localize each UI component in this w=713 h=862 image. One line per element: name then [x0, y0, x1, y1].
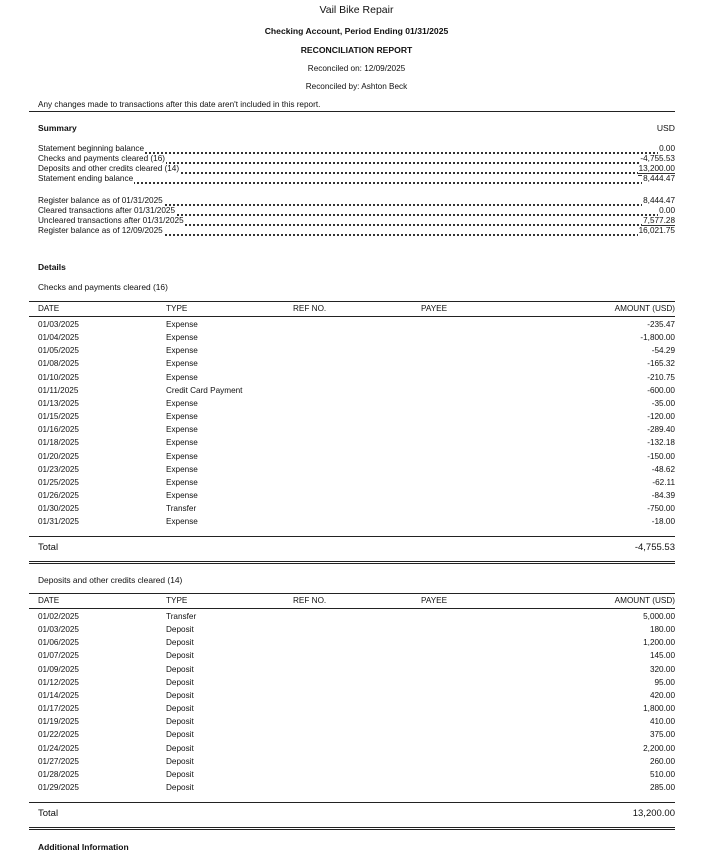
table-row	[29, 357, 675, 370]
summary-row	[38, 206, 675, 216]
table-row	[29, 610, 675, 623]
row-date: 01/14/2025	[38, 690, 79, 700]
row-amount: 320.00	[649, 664, 675, 674]
row-amount: -235.47	[647, 320, 675, 329]
row-date: 01/28/2025	[38, 769, 79, 779]
summary-row	[38, 174, 675, 184]
row-date: 01/06/2025	[38, 638, 79, 648]
row-type: Deposit	[166, 664, 194, 674]
table-row	[29, 450, 675, 463]
row-amount: -750.00	[647, 504, 675, 514]
col-payee-header: PAYEE	[421, 304, 448, 313]
currency-label: USD	[656, 123, 675, 133]
table-row	[29, 768, 675, 781]
summary-row	[38, 154, 675, 164]
table-row	[29, 515, 675, 528]
summary-label: Statement ending balance	[38, 174, 134, 183]
summary-value: 8,444.47	[643, 174, 675, 183]
table-row	[29, 715, 675, 728]
row-type: Deposit	[166, 756, 194, 766]
row-date: 01/27/2025	[38, 756, 79, 766]
table-row	[29, 436, 675, 449]
row-date: 01/30/2025	[38, 504, 79, 514]
row-amount: -120.00	[647, 412, 675, 422]
table-row	[29, 676, 675, 689]
row-amount: 285.00	[649, 782, 675, 792]
row-amount: 260.00	[649, 756, 675, 766]
row-amount: 410.00	[649, 717, 675, 727]
row-date: 01/24/2025	[38, 743, 79, 753]
deposits-total-label: Total	[38, 808, 59, 819]
row-amount: -54.29	[651, 346, 675, 356]
row-type: Expense	[166, 412, 198, 422]
row-date: 01/29/2025	[38, 782, 79, 792]
summary-value: 8,444.47	[643, 196, 675, 205]
checks-total-label: Total	[38, 542, 59, 553]
table-row	[29, 728, 675, 741]
row-amount: 180.00	[649, 625, 675, 635]
row-date: 01/10/2025	[38, 372, 79, 382]
row-type: Deposit	[166, 690, 194, 700]
row-type: Expense	[166, 517, 198, 527]
row-date: 01/11/2025	[38, 385, 79, 395]
row-type: Credit Card Payment	[166, 385, 243, 395]
details-title: Details	[38, 262, 66, 272]
report-note: Any changes made to transactions after this date aren't included in this report.	[38, 100, 321, 109]
row-date: 01/08/2025	[38, 359, 79, 369]
table-row	[29, 371, 675, 384]
row-type: Expense	[166, 451, 198, 461]
col-date-header: DATE	[38, 304, 60, 313]
row-date: 01/03/2025	[38, 320, 79, 329]
table-row	[29, 384, 675, 397]
row-date: 01/18/2025	[38, 438, 79, 448]
col-ref-header: REF NO.	[293, 304, 327, 313]
table-row	[29, 702, 675, 715]
row-amount: 420.00	[649, 690, 675, 700]
deposits-section-title: Deposits and other credits cleared (14)	[38, 575, 183, 585]
row-type: Deposit	[166, 677, 194, 687]
row-type: Deposit	[166, 651, 194, 661]
row-amount: -132.18	[647, 438, 675, 448]
row-type: Expense	[166, 372, 198, 382]
summary-label: Checks and payments cleared (16)	[38, 154, 165, 163]
row-date: 01/23/2025	[38, 464, 79, 474]
row-date: 01/22/2025	[38, 730, 79, 740]
table-row	[29, 397, 675, 410]
row-amount: 1,800.00	[643, 704, 675, 714]
row-date: 01/13/2025	[38, 398, 79, 408]
row-amount: -48.62	[651, 464, 675, 474]
row-amount: -1,800.00	[640, 333, 675, 343]
col-amount-header: AMOUNT (USD)	[614, 304, 675, 313]
col-date-header: DATE	[38, 596, 60, 605]
row-date: 01/31/2025	[38, 517, 79, 527]
row-date: 01/15/2025	[38, 412, 79, 422]
row-type: Expense	[166, 359, 198, 369]
note-divider	[29, 111, 675, 112]
row-type: Expense	[166, 320, 198, 329]
reconciled-on: Reconciled on: 12/09/2025	[307, 64, 406, 73]
col-type-header: TYPE	[166, 596, 188, 605]
row-date: 01/09/2025	[38, 664, 79, 674]
row-date: 01/20/2025	[38, 451, 79, 461]
additional-info-title: Additional Information	[38, 842, 129, 852]
summary-label: Deposits and other credits cleared (14)	[38, 164, 180, 173]
summary-value: 16,021.75	[638, 226, 675, 235]
table-row	[29, 689, 675, 702]
row-date: 01/04/2025	[38, 333, 79, 343]
row-date: 01/02/2025	[38, 612, 79, 621]
row-amount: 2,200.00	[643, 743, 675, 753]
summary-value: -4,755.53	[640, 154, 675, 163]
row-amount: -150.00	[647, 451, 675, 461]
checks-total-rule	[29, 561, 675, 564]
row-amount: -62.11	[652, 477, 675, 487]
row-type: Deposit	[166, 625, 194, 635]
row-type: Deposit	[166, 638, 194, 648]
row-type: Transfer	[166, 504, 197, 514]
row-type: Expense	[166, 425, 198, 435]
table-row	[29, 636, 675, 649]
row-date: 01/16/2025	[38, 425, 79, 435]
summary-row	[38, 164, 675, 174]
row-date: 01/19/2025	[38, 717, 79, 727]
table-row	[29, 663, 675, 676]
report-title: RECONCILIATION REPORT	[300, 45, 413, 55]
row-type: Deposit	[166, 769, 194, 779]
deposits-total-row	[29, 802, 675, 825]
reconciled-by: Reconciled by: Ashton Beck	[305, 82, 408, 91]
row-type: Expense	[166, 464, 198, 474]
checks-total-row	[29, 536, 675, 559]
row-type: Transfer	[166, 612, 197, 621]
row-type: Deposit	[166, 730, 194, 740]
table-row	[29, 344, 675, 357]
row-amount: -289.40	[647, 425, 675, 435]
table-row	[29, 623, 675, 636]
summary-row	[38, 196, 675, 206]
summary-label: Statement beginning balance	[38, 144, 145, 153]
row-amount: 95.00	[654, 677, 675, 687]
row-type: Expense	[166, 346, 198, 356]
row-type: Deposit	[166, 704, 194, 714]
summary-value: 13,200.00	[638, 164, 675, 176]
row-type: Expense	[166, 398, 198, 408]
table-row	[29, 318, 675, 331]
company-name: Vail Bike Repair	[319, 4, 394, 16]
deposits-total-value: 13,200.00	[632, 808, 675, 819]
summary-label: Register balance as of 01/31/2025	[38, 196, 163, 205]
row-amount: 1,200.00	[643, 638, 675, 648]
table-row	[29, 331, 675, 344]
row-date: 01/26/2025	[38, 490, 79, 500]
col-type-header: TYPE	[166, 304, 188, 313]
row-date: 01/05/2025	[38, 346, 79, 356]
col-ref-header: REF NO.	[293, 596, 327, 605]
summary-label: Uncleared transactions after 01/31/2025	[38, 216, 184, 225]
row-amount: -165.32	[647, 359, 675, 369]
summary-value: 0.00	[659, 206, 675, 215]
row-amount: 375.00	[649, 730, 675, 740]
checks-table-header	[29, 301, 675, 317]
deposits-table-header	[29, 593, 675, 609]
row-type: Expense	[166, 438, 198, 448]
summary-label: Register balance as of 12/09/2025	[38, 226, 163, 235]
row-date: 01/03/2025	[38, 625, 79, 635]
table-row	[29, 781, 675, 794]
row-amount: -210.75	[647, 372, 675, 382]
row-date: 01/07/2025	[38, 651, 79, 661]
row-amount: -84.39	[651, 490, 675, 500]
row-type: Deposit	[166, 743, 194, 753]
checks-section-title: Checks and payments cleared (16)	[38, 282, 168, 292]
summary-value: 0.00	[659, 144, 675, 153]
row-type: Deposit	[166, 717, 194, 727]
summary-row	[38, 216, 675, 226]
table-row	[29, 742, 675, 755]
row-amount: -600.00	[647, 385, 675, 395]
summary-row	[38, 226, 675, 236]
deposits-total-rule	[29, 827, 675, 830]
row-amount: -18.00	[651, 517, 675, 527]
table-row	[29, 423, 675, 436]
row-amount: -35.00	[651, 398, 675, 408]
table-row	[29, 755, 675, 768]
row-date: 01/25/2025	[38, 477, 79, 487]
row-type: Expense	[166, 477, 198, 487]
table-row	[29, 410, 675, 423]
col-amount-header: AMOUNT (USD)	[614, 596, 675, 605]
row-amount: 145.00	[649, 651, 675, 661]
account-title: Checking Account, Period Ending 01/31/2025	[264, 26, 449, 36]
summary-title: Summary	[38, 123, 77, 133]
table-row	[29, 502, 675, 515]
row-amount: 5,000.00	[643, 612, 675, 621]
row-type: Expense	[166, 333, 198, 343]
summary-row	[38, 144, 675, 154]
table-row	[29, 649, 675, 662]
row-date: 01/12/2025	[38, 677, 79, 687]
row-type: Deposit	[166, 782, 194, 792]
row-type: Expense	[166, 490, 198, 500]
col-payee-header: PAYEE	[421, 596, 448, 605]
summary-label: Cleared transactions after 01/31/2025	[38, 206, 176, 215]
row-date: 01/17/2025	[38, 704, 79, 714]
table-row	[29, 489, 675, 502]
checks-total-value: -4,755.53	[634, 542, 675, 553]
row-amount: 510.00	[649, 769, 675, 779]
table-row	[29, 463, 675, 476]
table-row	[29, 476, 675, 489]
summary-value: 7,577.28	[642, 216, 675, 228]
